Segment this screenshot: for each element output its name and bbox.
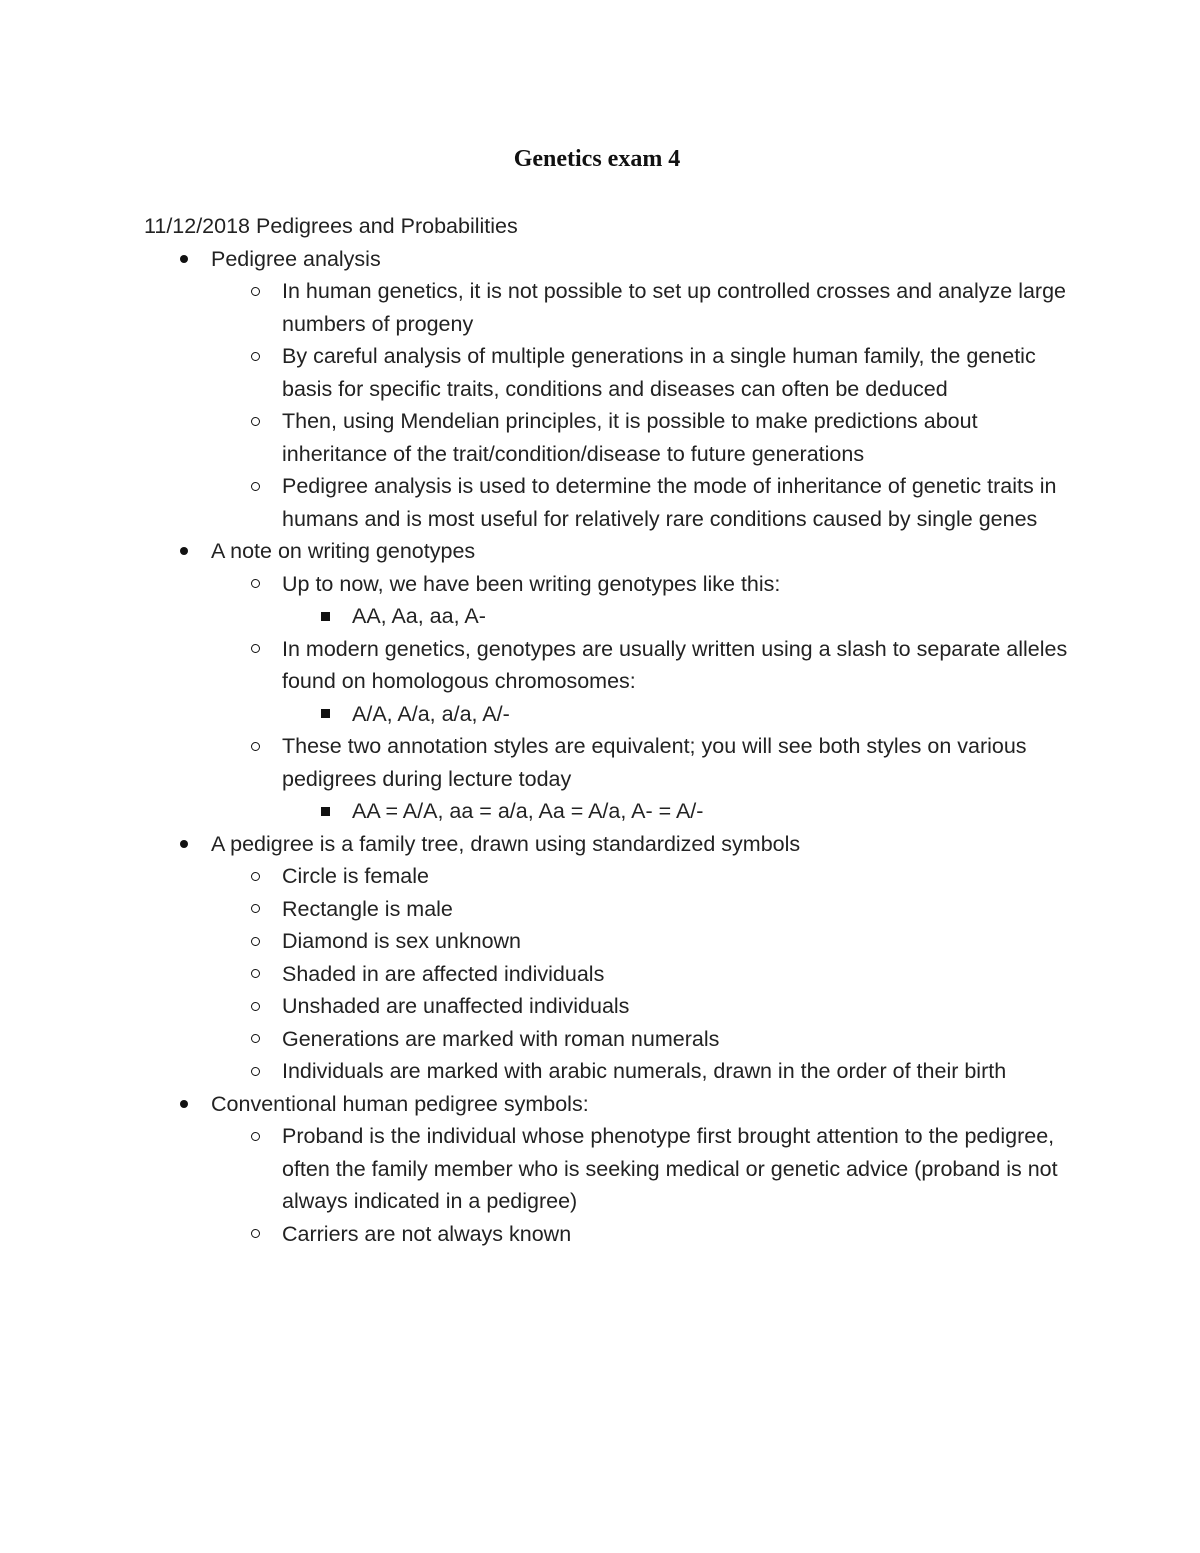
list-item-level-1 — [144, 535, 1074, 568]
bullet-circle-icon — [248, 860, 262, 893]
bullet-circle-icon — [248, 1055, 262, 1088]
list-item-level-2 — [144, 925, 1074, 958]
bullet-square-icon — [318, 600, 332, 633]
list-item-level-3 — [144, 795, 1074, 828]
list-item-level-2 — [144, 633, 1074, 698]
bullet-circle-icon — [248, 340, 262, 373]
list-item-text: Individuals are marked with arabic numerals, drawn in the order of their birth — [282, 1059, 1007, 1083]
list-item-text: Conventional human pedigree symbols: — [211, 1091, 589, 1116]
list-item-text: Generations are marked with roman numerals — [282, 1026, 720, 1051]
list-item-text: AA = A/A, aa = a/a, Aa = A/a, A- = A/- — [352, 799, 704, 823]
bullet-dot-icon — [177, 535, 191, 568]
list-item-text: Rectangle is male — [282, 896, 453, 921]
bullet-circle-icon — [248, 990, 262, 1023]
list-item-level-2 — [144, 958, 1074, 991]
list-item-level-2 — [144, 405, 1074, 470]
list-item-level-2 — [144, 1218, 1074, 1251]
bullet-circle-icon — [248, 958, 262, 991]
list-item-level-2 — [144, 730, 1074, 795]
bullet-circle-icon — [248, 1120, 262, 1153]
bullet-circle-icon — [248, 925, 262, 958]
list-item-text: Circle is female — [282, 864, 429, 888]
list-item-level-2 — [144, 1120, 1074, 1218]
list-item-level-1 — [144, 828, 1074, 861]
bullet-circle-icon — [248, 568, 262, 601]
list-item-text: These two annotation styles are equivalent; you will see both styles on various pedigrees during lecture today — [282, 734, 1027, 791]
bullet-dot-icon — [177, 243, 191, 276]
list-item-text: Proband is the individual whose phenotype first brought attention to the pedigree, often the family member who is seeking medical or genetic advice (proband is not always indicated in a pedigree) — [282, 1124, 1058, 1213]
list-item-text: In modern genetics, genotypes are usually written using a slash to separate alleles found on homologous chromosomes: — [282, 636, 1068, 693]
list-item-level-2 — [144, 860, 1074, 893]
list-item-text: By careful analysis of multiple generations in a single human family, the genetic basis for specific traits, conditions and diseases can often be deduced — [282, 344, 1036, 401]
bullet-circle-icon — [248, 633, 262, 666]
bullet-circle-icon — [248, 730, 262, 763]
list-item-level-2 — [144, 568, 1074, 601]
date-heading: 11/12/2018 Pedigrees and Probabilities — [144, 214, 518, 238]
list-item-text: Unshaded are unaffected individuals — [282, 994, 630, 1018]
bullet-square-icon — [318, 795, 332, 828]
list-item-level-2 — [144, 1023, 1074, 1056]
bullet-dot-icon — [177, 828, 191, 861]
list-item-text: Shaded in are affected individuals — [282, 961, 605, 986]
list-item-text: A note on writing genotypes — [211, 539, 476, 563]
list-item-text: Diamond is sex unknown — [282, 929, 522, 953]
outline-list — [144, 243, 1074, 1251]
bullet-circle-icon — [248, 405, 262, 438]
list-item-level-2 — [144, 340, 1074, 405]
list-item-text: AA, Aa, aa, A- — [352, 604, 486, 628]
list-item-text: Carriers are not always known — [282, 1221, 572, 1246]
list-item-text: Pedigree analysis — [211, 246, 381, 271]
bullet-square-icon — [318, 698, 332, 731]
list-item-text: A pedigree is a family tree, drawn using standardized symbols — [211, 831, 801, 856]
list-item-text: A/A, A/a, a/a, A/- — [352, 701, 510, 726]
list-item-level-3 — [144, 600, 1074, 633]
list-item-text: Then, using Mendelian principles, it is possible to make predictions about inheritance of the trait/condition/disease to future generations — [282, 409, 978, 466]
bullet-dot-icon — [177, 1088, 191, 1121]
list-item-level-2 — [144, 990, 1074, 1023]
list-item-level-1 — [144, 243, 1074, 276]
bullet-circle-icon — [248, 275, 262, 308]
list-item-level-2 — [144, 1055, 1074, 1088]
bullet-circle-icon — [248, 470, 262, 503]
list-item-text: In human genetics, it is not possible to set up controlled crosses and analyze large numbers of progeny — [282, 279, 1067, 336]
list-item-text: Up to now, we have been writing genotypes like this: — [282, 571, 781, 596]
list-item-text: Pedigree analysis is used to determine the mode of inheritance of genetic traits in humans and is most useful for relatively rare conditions caused by single genes — [282, 474, 1057, 531]
list-item-level-2 — [144, 470, 1074, 535]
list-item-level-1 — [144, 1088, 1074, 1121]
list-item-level-3 — [144, 698, 1074, 731]
bullet-circle-icon — [248, 1218, 262, 1251]
document-body — [144, 210, 1074, 1250]
document-title: Genetics exam 4 — [513, 146, 681, 172]
list-item-level-2 — [144, 893, 1074, 926]
bullet-circle-icon — [248, 893, 262, 926]
list-item-level-2 — [144, 275, 1074, 340]
bullet-circle-icon — [248, 1023, 262, 1056]
